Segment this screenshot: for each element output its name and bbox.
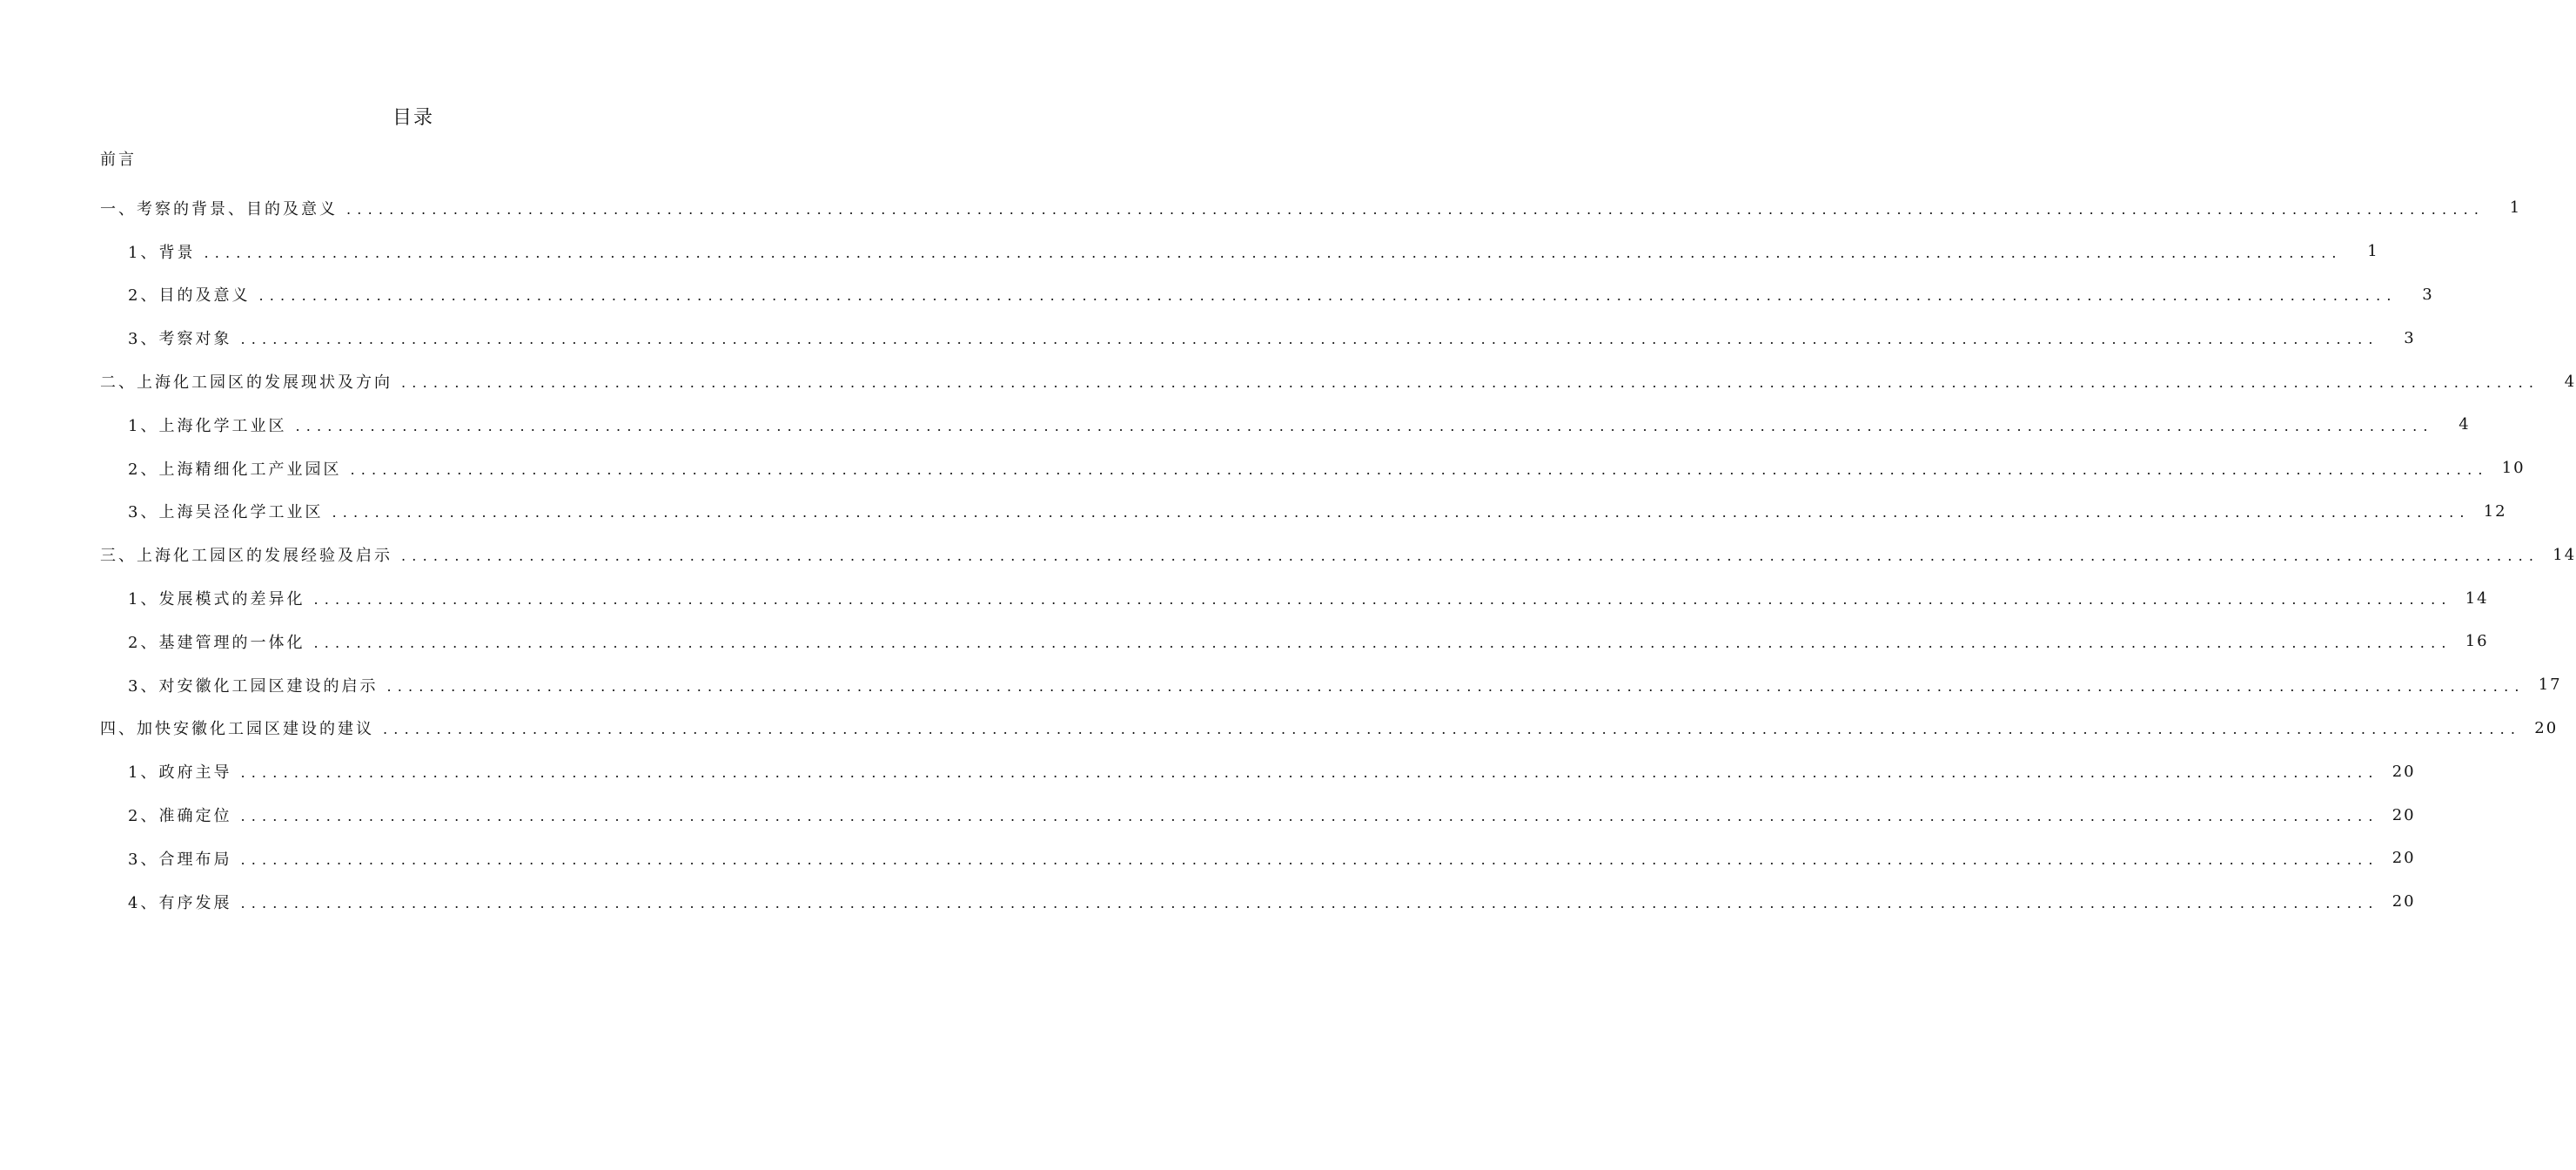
toc-entry-label: 3、对安徽化工园区建设的启示 bbox=[128, 676, 379, 696]
toc-page-number: 20 bbox=[2392, 805, 2416, 824]
toc-dot-leader: ........................................................................................................................................................................................................ bbox=[332, 504, 2471, 521]
toc-page-number: 20 bbox=[2392, 849, 2416, 868]
toc-page-number: 1 bbox=[2367, 242, 2379, 261]
toc-subsection-entry[interactable] bbox=[0, 490, 2507, 534]
toc-entry-label: 四、加快安徽化工园区建设的建议 bbox=[100, 720, 374, 739]
toc-page-number: 10 bbox=[2501, 459, 2526, 478]
toc-entry-label: 2、基建管理的一体化 bbox=[128, 633, 305, 652]
toc-section-entry[interactable] bbox=[0, 533, 2576, 576]
toc-subsection-entry[interactable] bbox=[0, 837, 2416, 880]
toc-entry-label: 3、上海吴泾化学工业区 bbox=[128, 503, 324, 522]
toc-subsection-entry[interactable] bbox=[0, 316, 2416, 360]
toc-dot-leader: ........................................................................................................................................................................................................ bbox=[401, 548, 2540, 565]
toc-preface: 前言 bbox=[100, 151, 137, 169]
toc-page-number: 20 bbox=[2392, 762, 2416, 781]
toc-dot-leader: ........................................................................................................................................................................................................ bbox=[240, 331, 2379, 348]
toc-dot-leader: ........................................................................................................................................................................................................ bbox=[313, 634, 2452, 651]
toc-page-number: 3 bbox=[2404, 328, 2416, 347]
toc-entry-label: 三、上海化工园区的发展经验及启示 bbox=[100, 547, 392, 566]
toc-dot-leader: ........................................................................................................................................................................................................ bbox=[401, 374, 2540, 392]
toc-page-number: 12 bbox=[2483, 501, 2507, 521]
toc-section-entry[interactable] bbox=[0, 186, 2522, 230]
toc-subsection-entry[interactable] bbox=[0, 576, 2489, 620]
toc-dot-leader: ........................................................................................................................................................................................................ bbox=[350, 461, 2489, 478]
toc-subsection-entry[interactable] bbox=[0, 793, 2416, 837]
toc-dot-leader: ........................................................................................................................................................................................................ bbox=[295, 417, 2434, 434]
toc-subsection-entry[interactable] bbox=[0, 750, 2416, 793]
toc-entry-label: 一、考察的背景、目的及意义 bbox=[100, 199, 338, 219]
toc-page-number: 14 bbox=[2465, 588, 2489, 608]
toc-entry-label: 4、有序发展 bbox=[128, 893, 232, 912]
toc-dot-leader: ........................................................................................................................................................................................................ bbox=[240, 808, 2379, 825]
toc-dot-leader: ........................................................................................................................................................................................................ bbox=[313, 591, 2452, 609]
toc-subsection-entry[interactable] bbox=[0, 620, 2489, 663]
toc-page-number: 4 bbox=[2564, 372, 2576, 391]
toc-dot-leader: ........................................................................................................................................................................................................ bbox=[383, 721, 2522, 738]
toc-subsection-entry[interactable] bbox=[0, 403, 2471, 447]
toc-page-number: 4 bbox=[2459, 415, 2471, 434]
toc-dot-leader: ........................................................................................................................................................................................................ bbox=[386, 677, 2526, 695]
toc-entry-label: 2、目的及意义 bbox=[128, 286, 251, 306]
toc-page-number: 20 bbox=[2534, 718, 2559, 737]
toc-section-entry[interactable] bbox=[0, 360, 2576, 403]
toc-entry-label: 3、合理布局 bbox=[128, 850, 232, 869]
toc-entry-label: 2、准确定位 bbox=[128, 807, 232, 826]
toc-entry-label: 3、考察对象 bbox=[128, 330, 232, 349]
toc-page-number: 16 bbox=[2465, 632, 2489, 651]
toc-subsection-entry[interactable] bbox=[0, 663, 2562, 707]
toc-subsection-entry[interactable] bbox=[0, 230, 2379, 273]
toc-dot-leader: ........................................................................................................................................................................................................ bbox=[258, 287, 2398, 305]
toc-entry-label: 1、政府主导 bbox=[128, 763, 232, 783]
toc-entry-label: 1、背景 bbox=[128, 243, 196, 262]
toc-subsection-entry[interactable] bbox=[0, 880, 2416, 924]
toc-subsection-entry[interactable] bbox=[0, 273, 2434, 317]
toc-entry-label: 二、上海化工园区的发展现状及方向 bbox=[100, 373, 392, 393]
toc-page-number: 17 bbox=[2538, 676, 2562, 695]
toc-entry-label: 1、发展模式的差异化 bbox=[128, 590, 305, 609]
toc-entry-label: 2、上海精细化工产业园区 bbox=[128, 460, 342, 479]
toc-dot-leader: ........................................................................................................................................................................................................ bbox=[346, 200, 2485, 218]
toc-dot-leader: ........................................................................................................................................................................................................ bbox=[204, 244, 2343, 261]
toc-dot-leader: ........................................................................................................................................................................................................ bbox=[240, 851, 2379, 868]
toc-page-number: 1 bbox=[2509, 198, 2522, 218]
toc-title: 目录 bbox=[392, 107, 434, 129]
toc-subsection-entry[interactable] bbox=[0, 447, 2526, 490]
toc-dot-leader: ........................................................................................................................................................................................................ bbox=[240, 894, 2379, 911]
toc-dot-leader: ........................................................................................................................................................................................................ bbox=[240, 764, 2379, 782]
toc-entry-label: 1、上海化学工业区 bbox=[128, 416, 287, 435]
toc-page-number: 14 bbox=[2553, 545, 2576, 564]
toc-section-entry[interactable] bbox=[0, 707, 2559, 750]
toc-page-number: 20 bbox=[2392, 892, 2416, 911]
toc-page-number: 3 bbox=[2422, 285, 2434, 304]
toc-list bbox=[0, 186, 2576, 924]
